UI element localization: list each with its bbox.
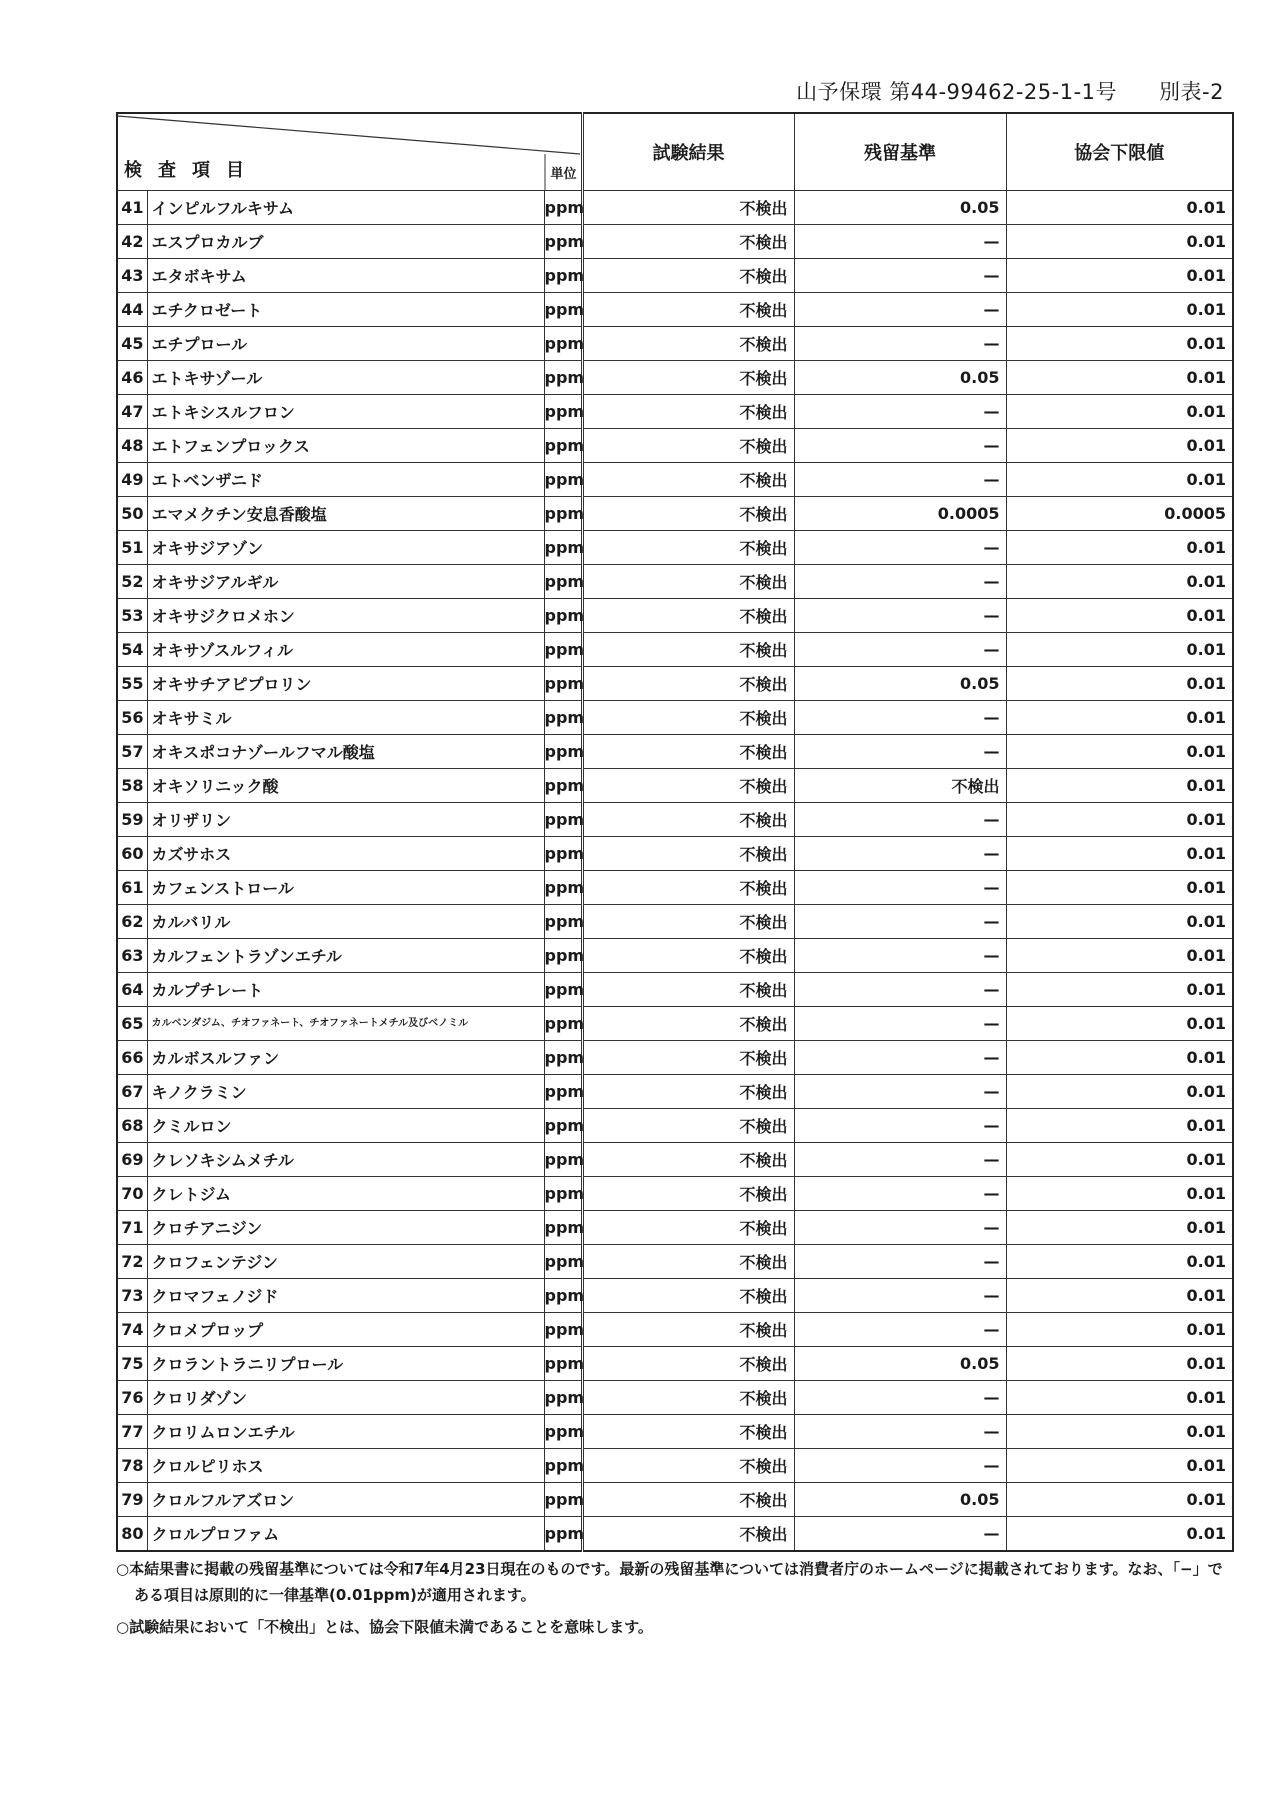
table-row bbox=[117, 1211, 1233, 1245]
item-name: クロマフェノジド bbox=[147, 1279, 544, 1313]
item-standard: — bbox=[794, 463, 1006, 497]
item-standard: — bbox=[794, 1245, 1006, 1279]
item-lower-limit: 0.01 bbox=[1006, 1415, 1233, 1449]
item-standard: — bbox=[794, 1211, 1006, 1245]
item-standard: 0.05 bbox=[794, 1483, 1006, 1517]
table-row bbox=[117, 395, 1233, 429]
item-lower-limit: 0.01 bbox=[1006, 327, 1233, 361]
table-row bbox=[117, 361, 1233, 395]
item-unit: ppm bbox=[544, 1177, 582, 1211]
item-lower-limit: 0.01 bbox=[1006, 293, 1233, 327]
item-name: カルバリル bbox=[147, 905, 544, 939]
item-standard: — bbox=[794, 327, 1006, 361]
row-number: 52 bbox=[117, 565, 147, 599]
item-unit: ppm bbox=[544, 225, 582, 259]
table-row bbox=[117, 871, 1233, 905]
item-unit: ppm bbox=[544, 1347, 582, 1381]
item-result: 不検出 bbox=[582, 1109, 794, 1143]
item-standard: 0.05 bbox=[794, 191, 1006, 225]
item-standard: — bbox=[794, 225, 1006, 259]
table-row bbox=[117, 259, 1233, 293]
header-lower-limit: 協会下限値 bbox=[1006, 113, 1233, 191]
item-unit: ppm bbox=[544, 769, 582, 803]
row-number: 57 bbox=[117, 735, 147, 769]
item-lower-limit: 0.01 bbox=[1006, 1211, 1233, 1245]
item-name: オキサジアルギル bbox=[147, 565, 544, 599]
item-lower-limit: 0.01 bbox=[1006, 1041, 1233, 1075]
item-name: クロフェンテジン bbox=[147, 1245, 544, 1279]
item-standard: — bbox=[794, 871, 1006, 905]
row-number: 72 bbox=[117, 1245, 147, 1279]
item-name: クミルロン bbox=[147, 1109, 544, 1143]
item-lower-limit: 0.01 bbox=[1006, 531, 1233, 565]
row-number: 78 bbox=[117, 1449, 147, 1483]
item-lower-limit: 0.01 bbox=[1006, 361, 1233, 395]
item-lower-limit: 0.01 bbox=[1006, 1109, 1233, 1143]
header-unit-label: 単位 bbox=[550, 167, 577, 182]
item-unit: ppm bbox=[544, 905, 582, 939]
item-result: 不検出 bbox=[582, 1177, 794, 1211]
item-lower-limit: 0.01 bbox=[1006, 1007, 1233, 1041]
item-result: 不検出 bbox=[582, 497, 794, 531]
item-name: カルベンダジム、チオファネート、チオファネートメチル及びベノミル bbox=[147, 1007, 544, 1041]
item-result: 不検出 bbox=[582, 905, 794, 939]
item-name: オキサジクロメホン bbox=[147, 599, 544, 633]
item-lower-limit: 0.01 bbox=[1006, 1245, 1233, 1279]
item-result: 不検出 bbox=[582, 1517, 794, 1552]
item-result: 不検出 bbox=[582, 1381, 794, 1415]
item-lower-limit: 0.01 bbox=[1006, 1449, 1233, 1483]
item-lower-limit: 0.01 bbox=[1006, 191, 1233, 225]
header-result: 試験結果 bbox=[582, 113, 794, 191]
item-lower-limit: 0.01 bbox=[1006, 599, 1233, 633]
table-row bbox=[117, 1415, 1233, 1449]
row-number: 43 bbox=[117, 259, 147, 293]
item-name: エタボキサム bbox=[147, 259, 544, 293]
item-lower-limit: 0.01 bbox=[1006, 905, 1233, 939]
item-name: キノクラミン bbox=[147, 1075, 544, 1109]
item-lower-limit: 0.01 bbox=[1006, 1279, 1233, 1313]
table-row bbox=[117, 1007, 1233, 1041]
item-standard: — bbox=[794, 735, 1006, 769]
item-name: エマメクチン安息香酸塩 bbox=[147, 497, 544, 531]
note-1: ○本結果書に掲載の残留基準については令和7年4月23日現在のものです。最新の残留基準については消費者庁のホームページに掲載されております。なお、「−」である項目は原則的に一律基準(0.01ppm)が適用されます。 bbox=[116, 1560, 1223, 1604]
document-header bbox=[796, 76, 1224, 106]
item-result: 不検出 bbox=[582, 871, 794, 905]
item-result: 不検出 bbox=[582, 973, 794, 1007]
item-result: 不検出 bbox=[582, 565, 794, 599]
row-number: 59 bbox=[117, 803, 147, 837]
row-number: 64 bbox=[117, 973, 147, 1007]
item-standard: — bbox=[794, 633, 1006, 667]
item-standard: — bbox=[794, 1449, 1006, 1483]
item-result: 不検出 bbox=[582, 1245, 794, 1279]
row-number: 51 bbox=[117, 531, 147, 565]
item-result: 不検出 bbox=[582, 531, 794, 565]
item-name: オリザリン bbox=[147, 803, 544, 837]
item-unit: ppm bbox=[544, 1109, 582, 1143]
item-standard: — bbox=[794, 939, 1006, 973]
item-unit: ppm bbox=[544, 531, 582, 565]
item-result: 不検出 bbox=[582, 667, 794, 701]
item-standard: — bbox=[794, 701, 1006, 735]
item-standard: — bbox=[794, 905, 1006, 939]
item-standard: — bbox=[794, 1143, 1006, 1177]
table-row bbox=[117, 667, 1233, 701]
item-result: 不検出 bbox=[582, 1483, 794, 1517]
row-number: 79 bbox=[117, 1483, 147, 1517]
item-name: クレソキシムメチル bbox=[147, 1143, 544, 1177]
item-name: オキサチアピプロリン bbox=[147, 667, 544, 701]
item-lower-limit: 0.01 bbox=[1006, 1075, 1233, 1109]
item-standard: — bbox=[794, 1007, 1006, 1041]
item-name: エトベンザニド bbox=[147, 463, 544, 497]
table-row bbox=[117, 905, 1233, 939]
item-lower-limit: 0.01 bbox=[1006, 633, 1233, 667]
item-name: クロチアニジン bbox=[147, 1211, 544, 1245]
item-unit: ppm bbox=[544, 1007, 582, 1041]
item-result: 不検出 bbox=[582, 361, 794, 395]
table-row bbox=[117, 565, 1233, 599]
header-item-label: 検査項目 bbox=[124, 160, 260, 181]
item-result: 不検出 bbox=[582, 701, 794, 735]
item-standard: 不検出 bbox=[794, 769, 1006, 803]
item-name: エトキシスルフロン bbox=[147, 395, 544, 429]
item-result: 不検出 bbox=[582, 1075, 794, 1109]
item-lower-limit: 0.01 bbox=[1006, 463, 1233, 497]
item-standard: 0.05 bbox=[794, 361, 1006, 395]
item-unit: ppm bbox=[544, 701, 582, 735]
table-row bbox=[117, 939, 1233, 973]
table-row bbox=[117, 1075, 1233, 1109]
table-row bbox=[117, 429, 1233, 463]
item-name: エチクロゼート bbox=[147, 293, 544, 327]
item-lower-limit: 0.01 bbox=[1006, 701, 1233, 735]
row-number: 41 bbox=[117, 191, 147, 225]
item-unit: ppm bbox=[544, 259, 582, 293]
item-unit: ppm bbox=[544, 463, 582, 497]
row-number: 55 bbox=[117, 667, 147, 701]
item-lower-limit: 0.01 bbox=[1006, 939, 1233, 973]
item-name: カルフェントラゾンエチル bbox=[147, 939, 544, 973]
item-result: 不検出 bbox=[582, 803, 794, 837]
item-lower-limit: 0.0005 bbox=[1006, 497, 1233, 531]
row-number: 60 bbox=[117, 837, 147, 871]
row-number: 45 bbox=[117, 327, 147, 361]
item-result: 不検出 bbox=[582, 769, 794, 803]
item-lower-limit: 0.01 bbox=[1006, 225, 1233, 259]
table-row bbox=[117, 497, 1233, 531]
item-name: クロルピリホス bbox=[147, 1449, 544, 1483]
item-unit: ppm bbox=[544, 327, 582, 361]
item-name: クロリダゾン bbox=[147, 1381, 544, 1415]
row-number: 65 bbox=[117, 1007, 147, 1041]
item-result: 不検出 bbox=[582, 1449, 794, 1483]
item-lower-limit: 0.01 bbox=[1006, 769, 1233, 803]
item-name: エスプロカルブ bbox=[147, 225, 544, 259]
item-standard: — bbox=[794, 429, 1006, 463]
item-result: 不検出 bbox=[582, 1007, 794, 1041]
table-row bbox=[117, 1313, 1233, 1347]
row-number: 46 bbox=[117, 361, 147, 395]
item-unit: ppm bbox=[544, 667, 582, 701]
item-unit: ppm bbox=[544, 361, 582, 395]
item-unit: ppm bbox=[544, 735, 582, 769]
table-row bbox=[117, 735, 1233, 769]
item-lower-limit: 0.01 bbox=[1006, 429, 1233, 463]
sheet-label: 別表-2 bbox=[1159, 80, 1224, 104]
item-unit: ppm bbox=[544, 565, 582, 599]
item-standard: — bbox=[794, 1041, 1006, 1075]
item-result: 不検出 bbox=[582, 599, 794, 633]
item-name: エチプロール bbox=[147, 327, 544, 361]
item-unit: ppm bbox=[544, 1245, 582, 1279]
item-unit: ppm bbox=[544, 1211, 582, 1245]
item-unit: ppm bbox=[544, 191, 582, 225]
item-lower-limit: 0.01 bbox=[1006, 565, 1233, 599]
table-row bbox=[117, 803, 1233, 837]
item-unit: ppm bbox=[544, 1415, 582, 1449]
table-row bbox=[117, 531, 1233, 565]
item-result: 不検出 bbox=[582, 225, 794, 259]
item-unit: ppm bbox=[544, 837, 582, 871]
item-name: オキサジアゾン bbox=[147, 531, 544, 565]
item-lower-limit: 0.01 bbox=[1006, 837, 1233, 871]
table-row bbox=[117, 225, 1233, 259]
table-row bbox=[117, 1143, 1233, 1177]
item-lower-limit: 0.01 bbox=[1006, 259, 1233, 293]
row-number: 49 bbox=[117, 463, 147, 497]
table-row bbox=[117, 1177, 1233, 1211]
item-lower-limit: 0.01 bbox=[1006, 1177, 1233, 1211]
table-row bbox=[117, 1109, 1233, 1143]
item-unit: ppm bbox=[544, 429, 582, 463]
table-row bbox=[117, 1041, 1233, 1075]
item-unit: ppm bbox=[544, 1517, 582, 1552]
item-lower-limit: 0.01 bbox=[1006, 667, 1233, 701]
item-standard: 0.05 bbox=[794, 1347, 1006, 1381]
item-result: 不検出 bbox=[582, 1211, 794, 1245]
table-row bbox=[117, 1449, 1233, 1483]
item-result: 不検出 bbox=[582, 191, 794, 225]
item-unit: ppm bbox=[544, 1075, 582, 1109]
item-unit: ppm bbox=[544, 1041, 582, 1075]
row-number: 75 bbox=[117, 1347, 147, 1381]
item-name: クロルフルアズロン bbox=[147, 1483, 544, 1517]
item-unit: ppm bbox=[544, 939, 582, 973]
item-standard: — bbox=[794, 531, 1006, 565]
row-number: 62 bbox=[117, 905, 147, 939]
row-number: 63 bbox=[117, 939, 147, 973]
item-result: 不検出 bbox=[582, 939, 794, 973]
item-standard: — bbox=[794, 1279, 1006, 1313]
item-standard: — bbox=[794, 1517, 1006, 1552]
row-number: 73 bbox=[117, 1279, 147, 1313]
row-number: 47 bbox=[117, 395, 147, 429]
item-result: 不検出 bbox=[582, 429, 794, 463]
item-unit: ppm bbox=[544, 973, 582, 1007]
item-standard: — bbox=[794, 599, 1006, 633]
row-number: 42 bbox=[117, 225, 147, 259]
table-row bbox=[117, 769, 1233, 803]
item-name: カフェンストロール bbox=[147, 871, 544, 905]
row-number: 54 bbox=[117, 633, 147, 667]
table-body bbox=[117, 191, 1233, 1552]
item-name: オキサミル bbox=[147, 701, 544, 735]
row-number: 50 bbox=[117, 497, 147, 531]
table-row bbox=[117, 837, 1233, 871]
item-lower-limit: 0.01 bbox=[1006, 1517, 1233, 1552]
item-name: エトキサゾール bbox=[147, 361, 544, 395]
item-result: 不検出 bbox=[582, 633, 794, 667]
item-result: 不検出 bbox=[582, 1143, 794, 1177]
item-unit: ppm bbox=[544, 599, 582, 633]
item-standard: — bbox=[794, 1177, 1006, 1211]
item-unit: ppm bbox=[544, 497, 582, 531]
item-standard: — bbox=[794, 1381, 1006, 1415]
note-2: ○試験結果において「不検出」とは、協会下限値未満であることを意味します。 bbox=[116, 1618, 653, 1636]
row-number: 56 bbox=[117, 701, 147, 735]
row-number: 71 bbox=[117, 1211, 147, 1245]
item-unit: ppm bbox=[544, 293, 582, 327]
table-row bbox=[117, 327, 1233, 361]
row-number: 66 bbox=[117, 1041, 147, 1075]
table-row bbox=[117, 633, 1233, 667]
item-result: 不検出 bbox=[582, 837, 794, 871]
item-name: カズサホス bbox=[147, 837, 544, 871]
item-standard: — bbox=[794, 803, 1006, 837]
item-result: 不検出 bbox=[582, 395, 794, 429]
item-result: 不検出 bbox=[582, 1313, 794, 1347]
item-lower-limit: 0.01 bbox=[1006, 1381, 1233, 1415]
row-number: 77 bbox=[117, 1415, 147, 1449]
table-row bbox=[117, 1347, 1233, 1381]
item-unit: ppm bbox=[544, 803, 582, 837]
item-lower-limit: 0.01 bbox=[1006, 735, 1233, 769]
item-result: 不検出 bbox=[582, 1279, 794, 1313]
table-row bbox=[117, 1279, 1233, 1313]
item-unit: ppm bbox=[544, 1313, 582, 1347]
item-result: 不検出 bbox=[582, 1041, 794, 1075]
table-row bbox=[117, 1381, 1233, 1415]
item-unit: ppm bbox=[544, 1449, 582, 1483]
item-result: 不検出 bbox=[582, 1415, 794, 1449]
item-standard: — bbox=[794, 1109, 1006, 1143]
item-standard: — bbox=[794, 259, 1006, 293]
row-number: 70 bbox=[117, 1177, 147, 1211]
row-number: 44 bbox=[117, 293, 147, 327]
table-row bbox=[117, 1245, 1233, 1279]
row-number: 68 bbox=[117, 1109, 147, 1143]
table-row bbox=[117, 701, 1233, 735]
item-unit: ppm bbox=[544, 1279, 582, 1313]
item-result: 不検出 bbox=[582, 463, 794, 497]
table-row bbox=[117, 463, 1233, 497]
item-name: オキサゾスルフィル bbox=[147, 633, 544, 667]
table-row bbox=[117, 599, 1233, 633]
table-row bbox=[117, 191, 1233, 225]
item-unit: ppm bbox=[544, 1143, 582, 1177]
item-lower-limit: 0.01 bbox=[1006, 1483, 1233, 1517]
row-number: 67 bbox=[117, 1075, 147, 1109]
table-header-row bbox=[117, 113, 1233, 191]
item-standard: — bbox=[794, 1075, 1006, 1109]
item-name: クロメプロップ bbox=[147, 1313, 544, 1347]
item-standard: — bbox=[794, 973, 1006, 1007]
item-unit: ppm bbox=[544, 1381, 582, 1415]
row-number: 48 bbox=[117, 429, 147, 463]
item-name: クレトジム bbox=[147, 1177, 544, 1211]
item-lower-limit: 0.01 bbox=[1006, 1313, 1233, 1347]
item-result: 不検出 bbox=[582, 735, 794, 769]
item-lower-limit: 0.01 bbox=[1006, 1347, 1233, 1381]
row-number: 58 bbox=[117, 769, 147, 803]
item-unit: ppm bbox=[544, 633, 582, 667]
notes bbox=[116, 1556, 1226, 1646]
table-row bbox=[117, 293, 1233, 327]
item-standard: 0.0005 bbox=[794, 497, 1006, 531]
row-number: 53 bbox=[117, 599, 147, 633]
report-number: 山予保環 第44-99462-25-1-1号 bbox=[796, 80, 1118, 104]
row-number: 74 bbox=[117, 1313, 147, 1347]
row-number: 69 bbox=[117, 1143, 147, 1177]
item-standard: — bbox=[794, 293, 1006, 327]
item-standard: — bbox=[794, 1313, 1006, 1347]
item-lower-limit: 0.01 bbox=[1006, 395, 1233, 429]
item-result: 不検出 bbox=[582, 1347, 794, 1381]
item-unit: ppm bbox=[544, 871, 582, 905]
item-lower-limit: 0.01 bbox=[1006, 803, 1233, 837]
item-result: 不検出 bbox=[582, 327, 794, 361]
item-name: クロルプロファム bbox=[147, 1517, 544, 1552]
header-item-cell bbox=[117, 113, 582, 191]
table-row bbox=[117, 973, 1233, 1007]
table-row bbox=[117, 1483, 1233, 1517]
item-lower-limit: 0.01 bbox=[1006, 1143, 1233, 1177]
item-unit: ppm bbox=[544, 395, 582, 429]
item-unit: ppm bbox=[544, 1483, 582, 1517]
item-result: 不検出 bbox=[582, 259, 794, 293]
item-lower-limit: 0.01 bbox=[1006, 871, 1233, 905]
header-standard: 残留基準 bbox=[794, 113, 1006, 191]
item-lower-limit: 0.01 bbox=[1006, 973, 1233, 1007]
item-standard: 0.05 bbox=[794, 667, 1006, 701]
item-standard: — bbox=[794, 565, 1006, 599]
row-number: 80 bbox=[117, 1517, 147, 1552]
item-name: クロラントラニリプロール bbox=[147, 1347, 544, 1381]
item-name: インピルフルキサム bbox=[147, 191, 544, 225]
item-standard: — bbox=[794, 395, 1006, 429]
item-name: カルプチレート bbox=[147, 973, 544, 1007]
item-name: クロリムロンエチル bbox=[147, 1415, 544, 1449]
item-standard: — bbox=[794, 1415, 1006, 1449]
item-result: 不検出 bbox=[582, 293, 794, 327]
item-standard: — bbox=[794, 837, 1006, 871]
item-name: オキスポコナゾールフマル酸塩 bbox=[147, 735, 544, 769]
item-name: エトフェンプロックス bbox=[147, 429, 544, 463]
item-name: オキソリニック酸 bbox=[147, 769, 544, 803]
test-results-table bbox=[116, 112, 1234, 1552]
table-row bbox=[117, 1517, 1233, 1552]
row-number: 61 bbox=[117, 871, 147, 905]
item-name: カルボスルファン bbox=[147, 1041, 544, 1075]
row-number: 76 bbox=[117, 1381, 147, 1415]
